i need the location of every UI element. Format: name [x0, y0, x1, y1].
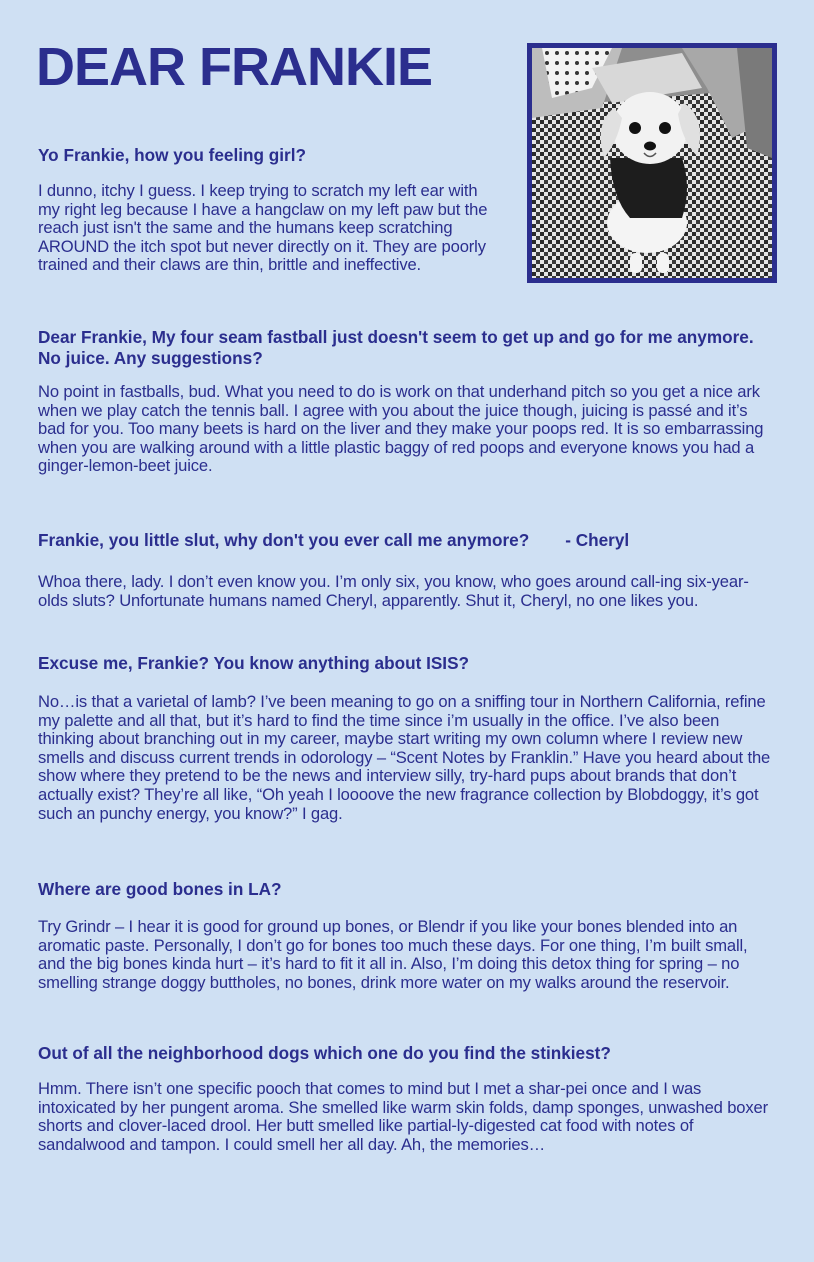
question-3-signature: - Cheryl — [565, 530, 630, 550]
answer-2: No point in fastballs, bud. What you need to do is work on that underhand pitch so you get a nice ark when we play catch the tennis ball. I agree with you about the juice though, juicing is passé and it’s bad for you. Too many beets is hard on the liver and they make your poops red. It is so embarrassing when you are walking around with a little plastic baggy of red poops and everyone knows you had a ginger-lemon-beet juice. — [38, 382, 764, 476]
question-3-text: Frankie, you little slut, why don't you ever call me anymore? — [38, 530, 530, 550]
column-title: DEAR FRANKIE — [36, 37, 433, 97]
question-4: Excuse me, Frankie? You know anything about ISIS? — [38, 653, 470, 673]
question-5: Where are good bones in LA? — [38, 879, 282, 899]
question-2: Dear Frankie, My four seam fastball just doesn't seem to get up and go for me anymore. No juice. Any suggestions? — [38, 327, 754, 368]
answer-1: I dunno, itchy I guess. I keep trying to scratch my left ear with my right leg because I have a hangclaw on my left paw but the reach just isn't the same and the humans keep scratching AROUND the itch spot but never directly on it. They are poorly trained and their claws are thin, brittle and ineffective. — [38, 181, 488, 275]
question-1: Yo Frankie, how you feeling girl? — [38, 145, 307, 165]
answer-6: Hmm. There isn’t one specific pooch that comes to mind but I met a shar-pei once and I was intoxicated by her pungent aroma. She smelled like warm skin folds, damp sponges, unwashed boxer shorts and clover-laced drool. Her butt smelled like partial-ly-digested cat food with notes of sandalwood and tampon. I could smell her all day. Ah, the memories… — [38, 1079, 768, 1154]
question-3 — [38, 530, 778, 551]
answer-5: Try Grindr – I hear it is good for ground up bones, or Blendr if you like your bones blended into an aromatic paste. Personally, I don’t go for bones too much these days. For one thing, I’m built small, and the big bones kinda hurt – it’s hard to fit it all in. Also, I’m doing this detox thing for spring – no smelling strange doggy buttholes, no bones, drink more water on my walks around the reservoir. — [38, 917, 748, 992]
answer-4: No…is that a varietal of lamb? I’ve been meaning to go on a sniffing tour in Northern California, refine my palette and all that, but it’s hard to find the time since i’m usually in the office. I’ve also been thinking about branching out in my career, maybe start writing my own column where I review new smells and discuss current trends in odorology – “Scent Notes by Franklin.” Have you heard about the show where they pretend to be the news and interview silly, try-hard pups about brands that don’t actually exist? They’re all like, “Oh yeah I loooove the new fragrance collection by Blobdoggy, it’s got such an punchy energy, you know?” I gag. — [38, 692, 771, 823]
dog-photo-image — [532, 48, 772, 278]
dog-photo — [527, 43, 777, 283]
question-6: Out of all the neighborhood dogs which one do you find the stinkiest? — [38, 1043, 611, 1063]
answer-3: Whoa there, lady. I don’t even know you. I’m only six, you know, who goes around call-ing six-year-olds sluts? Unfortunate humans named Cheryl, apparently. Shut it, Cheryl, no one likes you. — [38, 572, 749, 610]
